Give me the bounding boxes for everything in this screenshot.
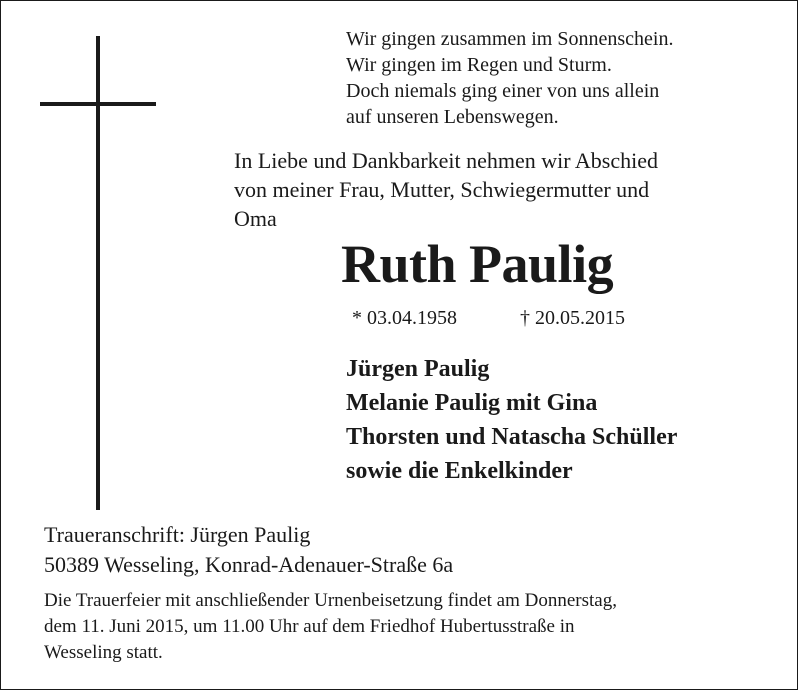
mourner-entry: Jürgen Paulig [346,356,490,382]
birth-date: * 03.04.1958 [352,307,457,329]
cross-icon [40,36,156,510]
farewell-line: In Liebe und Dankbarkeit nehmen wir Abschied [234,148,658,173]
farewell-line: Oma [234,206,277,231]
address-line: Traueranschrift: Jürgen Paulig [44,522,311,547]
mourning-address [44,520,644,580]
notice-line: dem 11. Juni 2015, um 11.00 Uhr auf dem Friedhof Hubertusstraße in [44,616,575,637]
funeral-notice [44,588,784,666]
poem [346,26,766,130]
notice-line: Wesseling statt. [44,642,163,663]
address-line: 50389 Wesseling, Konrad-Adenauer-Straße 6a [44,552,454,577]
mourner-entry: Melanie Paulig mit Gina [346,390,598,416]
mourner-entry: Thorsten und Natascha Schüller [346,424,678,450]
farewell-line: von meiner Frau, Mutter, Schwiegermutter und [234,177,650,202]
death-date: † 20.05.2015 [520,307,625,329]
notice-line: Die Trauerfeier mit anschließender Urnenbeisetzung findet am Donnerstag, [44,590,617,611]
poem-line: Doch niemals ging einer von uns allein [346,80,660,102]
cross-horizontal-bar [40,102,156,106]
mourner-entry: sowie die Enkelkinder [346,458,573,484]
mourners-list [346,352,776,488]
cross-vertical-bar [96,36,100,510]
poem-line: auf unseren Lebenswegen. [346,106,559,128]
farewell-text [234,146,774,233]
poem-line: Wir gingen im Regen und Sturm. [346,54,612,76]
poem-line: Wir gingen zusammen im Sonnenschein. [346,28,674,50]
deceased-name: Ruth Paulig [341,234,614,294]
